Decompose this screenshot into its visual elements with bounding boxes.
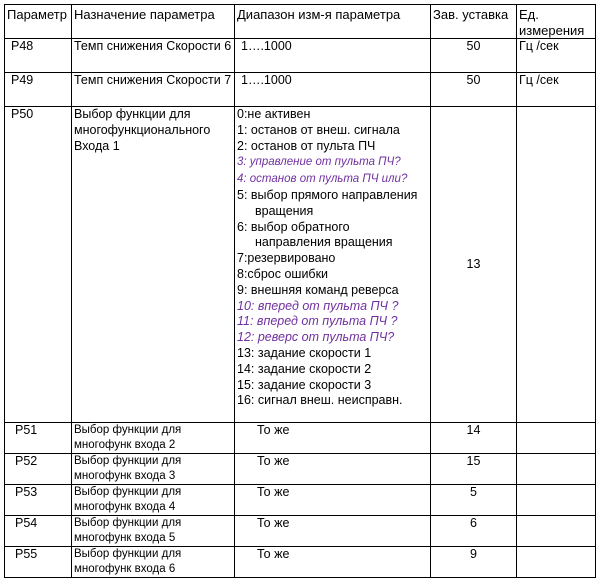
header-purpose: Назначение параметра (72, 5, 235, 39)
param-code: P55 (5, 547, 72, 578)
header-row (5, 5, 596, 39)
option-item: 1: останов от внеш. сигнала (237, 122, 400, 137)
option-text: 12: реверс от пульта ПЧ? (237, 330, 395, 345)
parameter-table (4, 4, 596, 578)
table-row (5, 454, 596, 485)
option-item-highlighted (237, 330, 428, 346)
param-purpose: Выбор функции для многофункционального Входа 1 (72, 107, 235, 423)
option-item-highlighted (237, 299, 428, 315)
header-unit: Ед. измерения (517, 5, 596, 39)
table-row-p50 (5, 107, 596, 423)
option-item: 5: выбор прямого направления вращения (237, 187, 418, 218)
option-text: 11: вперед от пульта ПЧ ? (237, 314, 398, 329)
param-code: P48 (5, 39, 72, 73)
param-code: P51 (5, 423, 72, 454)
param-default: 5 (431, 485, 517, 516)
param-unit (517, 485, 596, 516)
option-item: 6: выбор обратного направления вращения (237, 219, 393, 250)
param-purpose: Темп снижения Скорости 7 (72, 73, 235, 107)
param-unit (517, 454, 596, 485)
param-options (235, 107, 431, 423)
param-default: 13 (431, 107, 517, 423)
option-item-highlighted (237, 314, 428, 330)
option-item: 2: останов от пульта ПЧ (237, 138, 376, 153)
option-text: 10: вперед от пульта ПЧ ? (237, 298, 399, 313)
option-text: 4: останов от пульта ПЧ или? (237, 173, 408, 186)
param-code: P54 (5, 516, 72, 547)
param-range: То же (235, 516, 431, 547)
option-item: 7:резервировано (237, 251, 336, 266)
option-item: 14: задание скорости 2 (237, 361, 372, 376)
param-range: То же (235, 547, 431, 578)
option-item-highlighted (237, 171, 428, 188)
param-range: То же (235, 485, 431, 516)
param-purpose: Выбор функции для многофунк входа 3 (72, 454, 235, 485)
param-range: То же (235, 423, 431, 454)
header-param: Параметр (5, 5, 72, 39)
param-purpose: Выбор функции для многофунк входа 5 (72, 516, 235, 547)
option-text: 3: управление от пульта ПЧ? (237, 156, 401, 169)
option-item: 8:сброс ошибки (237, 266, 329, 281)
table-row (5, 485, 596, 516)
param-unit (517, 107, 596, 423)
param-code: P50 (5, 107, 72, 423)
param-default: 50 (431, 39, 517, 73)
param-default: 15 (431, 454, 517, 485)
table-row (5, 516, 596, 547)
param-code: P49 (5, 73, 72, 107)
param-unit (517, 516, 596, 547)
param-purpose: Выбор функции для многофунк входа 4 (72, 485, 235, 516)
param-default: 50 (431, 73, 517, 107)
option-item: 9: внешняя команд реверса (237, 282, 399, 297)
param-unit (517, 423, 596, 454)
param-code: P53 (5, 485, 72, 516)
param-range: 1….1000 (235, 39, 431, 73)
option-item: 0:не активен (237, 107, 311, 121)
param-unit (517, 547, 596, 578)
param-purpose: Выбор функции для многофунк входа 2 (72, 423, 235, 454)
param-unit: Гц /сек (517, 73, 596, 107)
option-item: 16: сигнал внеш. неисправн. (237, 393, 403, 408)
param-range: 1….1000 (235, 73, 431, 107)
header-default: Зав. уставка (431, 5, 517, 39)
param-default: 14 (431, 423, 517, 454)
option-item-highlighted (237, 154, 428, 171)
header-range: Диапазон изм-я параметра (235, 5, 431, 39)
param-range: То же (235, 454, 431, 485)
table-row (5, 423, 596, 454)
param-purpose: Выбор функции для многофунк входа 6 (72, 547, 235, 578)
table-row (5, 39, 596, 73)
param-unit: Гц /сек (517, 39, 596, 73)
param-default: 9 (431, 547, 517, 578)
param-default: 6 (431, 516, 517, 547)
option-item: 13: задание скорости 1 (237, 345, 372, 360)
table-row (5, 547, 596, 578)
param-code: P52 (5, 454, 72, 485)
option-item: 15: задание скорости 3 (237, 377, 372, 392)
param-purpose: Темп снижения Скорости 6 (72, 39, 235, 73)
table-row (5, 73, 596, 107)
